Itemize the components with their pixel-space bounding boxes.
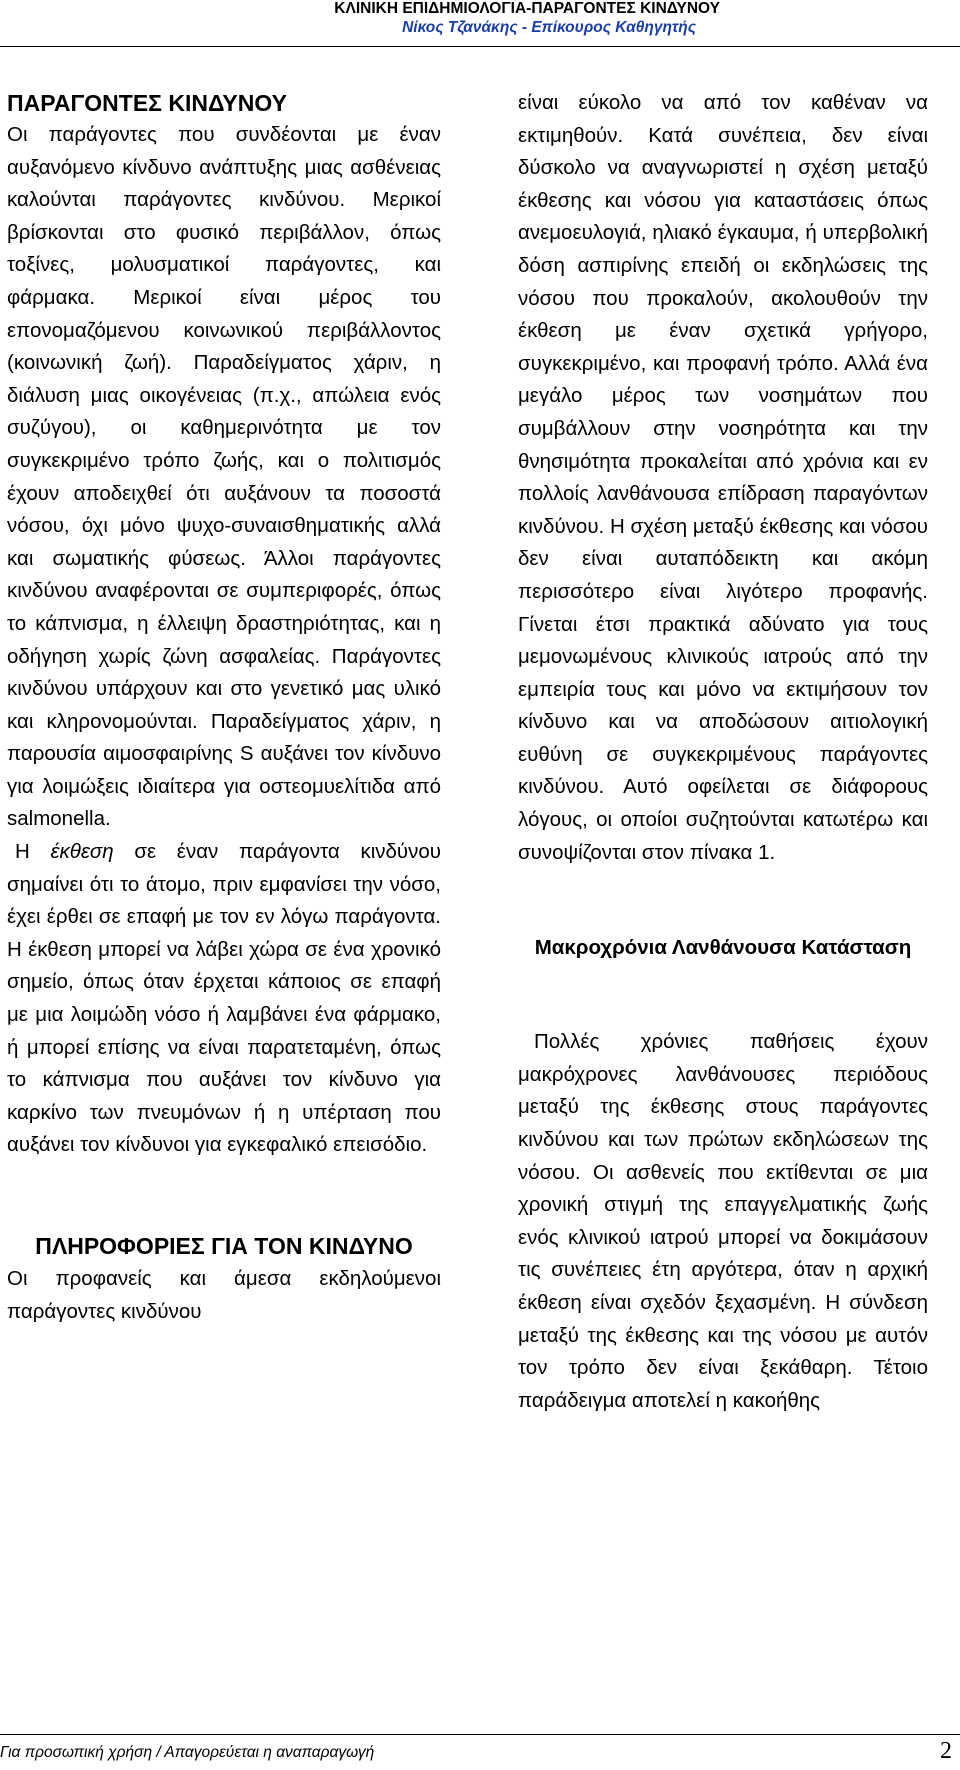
section-heading-risk-factors: ΠΑΡΑΓΟΝΤΕΣ ΚΙΝΔΥΝΟΥ	[7, 90, 287, 116]
page-number: 2	[940, 1738, 952, 1764]
exposure-text: σε έναν παράγοντα κινδύνου σημαίνει ότι το άτομο, πριν εμφανίσει την νόσο, έχει έρθει σε επαφή με τον εν λόγω παράγοντα. Η έκθεση μπορεί να λάβει χώρα σε ένα χρονικό σημείο, όπως όταν έρχεται κάποιος σε επαφή με μια λοιμώδη νόσο ή λαμβάνει ένα φάρμακο, ή μπορεί επίσης να είναι παρατεταμένη, όπως το κάπνισμα που αυξάνει τον κίνδυνο για καρκίνο των πνευμόνων ή η υπέρταση που αυξάνει τον κίνδυνοι για εγκεφαλικό επεισόδιο.	[7, 840, 441, 1157]
document-title: ΚΛΙΝΙΚΗ ΕΠΙΔΗΜΙΟΛΟΓΙΑ-ΠΑΡΑΓΟΝΤΕΣ ΚΙΝΔΥΝΟΥ	[334, 0, 720, 17]
footer-divider	[0, 1734, 960, 1735]
paragraph-risk-factors-intro: Οι παράγοντες που συνδέονται με έναν αυξανόμενο κίνδυνο ανάπτυξης μιας ασθένειας καλούνται παράγοντες κινδύνου. Μερικοί βρίσκονται στο φυσικό περιβάλλον, όπως τοξίνες, μολυσματικοί παράγοντες, και φάρμακα. Μερικοί είναι μέρος του επονομαζόμενου κοινωνικού περιβάλλοντος (κοινωνική ζωή). Παραδείγματος χάριν, η διάλυση μιας οικογένειας (π.χ., απώλεια ενός συζύγου), οι καθημερινότητα με τον συγκεκριμένο τρόπο ζωής, και ο πολιτισμός έχουν αποδειχθεί ότι αυξάνουν τα ποσοστά νόσου, όχι μόνο ψυχο-συναισθηματικής αλλά και σωματικής φύσεως. Άλλοι παράγοντες κινδύνου αναφέρονται σε συμπεριφορές, όπως το κάπνισμα, η έλλειψη δραστηριότητας, και η οδήγηση χωρίς ζώνη ασφαλείας. Παράγοντες κινδύνου υπάρχουν και στο γενετικό μας υλικό και κληρονομούνται. Παραδείγματος χάριν, η παρουσία αιμοσφαιρίνης S αυξάνει τον κίνδυνο για λοιμώξεις ιδιαίτερα για οστεομυελίτιδα από salmonella.	[7, 123, 441, 831]
paragraph-exposure	[7, 836, 441, 1162]
footer-notice: Για προσωπική χρήση / Απαγορεύεται η αναπαραγωγή	[0, 1744, 375, 1761]
paragraph-obvious-factors: Οι προφανείς και άμεσα εκδηλούμενοι παράγοντες κινδύνου	[7, 1267, 441, 1323]
paragraph-latency: Πολλές χρόνιες παθήσεις έχουν μακρόχρονες λανθάνουσες περιόδους μεταξύ της έκθεσης στους παράγοντες κινδύνου και των πρώτων εκδηλώσεων της νόσου. Οι ασθενείς που εκτίθενται σε μια χρονική στιγμή της επαγγελματικής ζωής ενός κλινικού ιατρού μπορεί να δοκιμάσουν τις συνέπειες έτη αργότερα, όταν η αρχική έκθεση είναι σχεδόν ξεχασμένη. Η σύνδεση μεταξύ της έκθεσης και της νόσου με αυτόν τον τρόπο δεν είναι ξεκάθαρη. Τέτοιο παράδειγμα αποτελεί η κακοήθης	[518, 1030, 928, 1412]
document-author: Νίκος Τζανάκης - Επίκουρος Καθηγητής	[402, 19, 696, 36]
header-divider	[0, 46, 960, 47]
exposure-term: έκθεση	[50, 840, 114, 864]
right-column	[518, 87, 928, 1417]
section-heading-risk-info: ΠΛΗΡΟΦΟΡΙΕΣ ΓΙΑ ΤΟΝ ΚΙΝΔΥΝΟ	[35, 1233, 413, 1259]
left-column	[7, 87, 441, 1328]
exposure-prefix: Η	[15, 840, 51, 864]
section-heading-latency: Μακροχρόνια Λανθάνουσα Κατάσταση	[534, 936, 912, 960]
paragraph-continuation: είναι εύκολο να από τον καθέναν να εκτιμηθούν. Κατά συνέπεια, δεν είναι δύσκολο να αναγνωριστεί η σχέση μεταξύ έκθεσης και νόσου για καταστάσεις όπως ανεμοευλογιά, ηλιακό έγκαυμα, ή υπερβολική δόση ασπιρίνης επειδή οι εκδηλώσεις της νόσου που προκαλούν, ακολουθούν την έκθεση με έναν σχετικά γρήγορο, συγκεκριμένο, και προφανή τρόπο. Αλλά ένα μεγάλο μέρος των νοσημάτων που συμβάλλουν στην νοσηρότητα και την θνησιμότητα προκαλείται από χρόνια και εν πολλοίς λανθάνουσα επίδραση παραγόντων κινδύνου. Η σχέση μεταξύ έκθεσης και νόσου δεν είναι αυταπόδεικτη και ακόμη περισσότερο είναι λιγότερο προφανής. Γίνεται έτσι πρακτικά αδύνατο για τους μεμονωμένους κλινικούς ιατρούς από την εμπειρία τους και μόνο να εκτιμήσουν τον κίνδυνο και να αποδώσουν αιτιολογική ευθύνη σε συγκεκριμένους παράγοντες κινδύνου. Αυτό οφείλεται σε διάφορους λόγους, οι οποίοι συζητούνται κατωτέρω και συνοψίζονται στον πίνακα 1.	[518, 91, 928, 864]
